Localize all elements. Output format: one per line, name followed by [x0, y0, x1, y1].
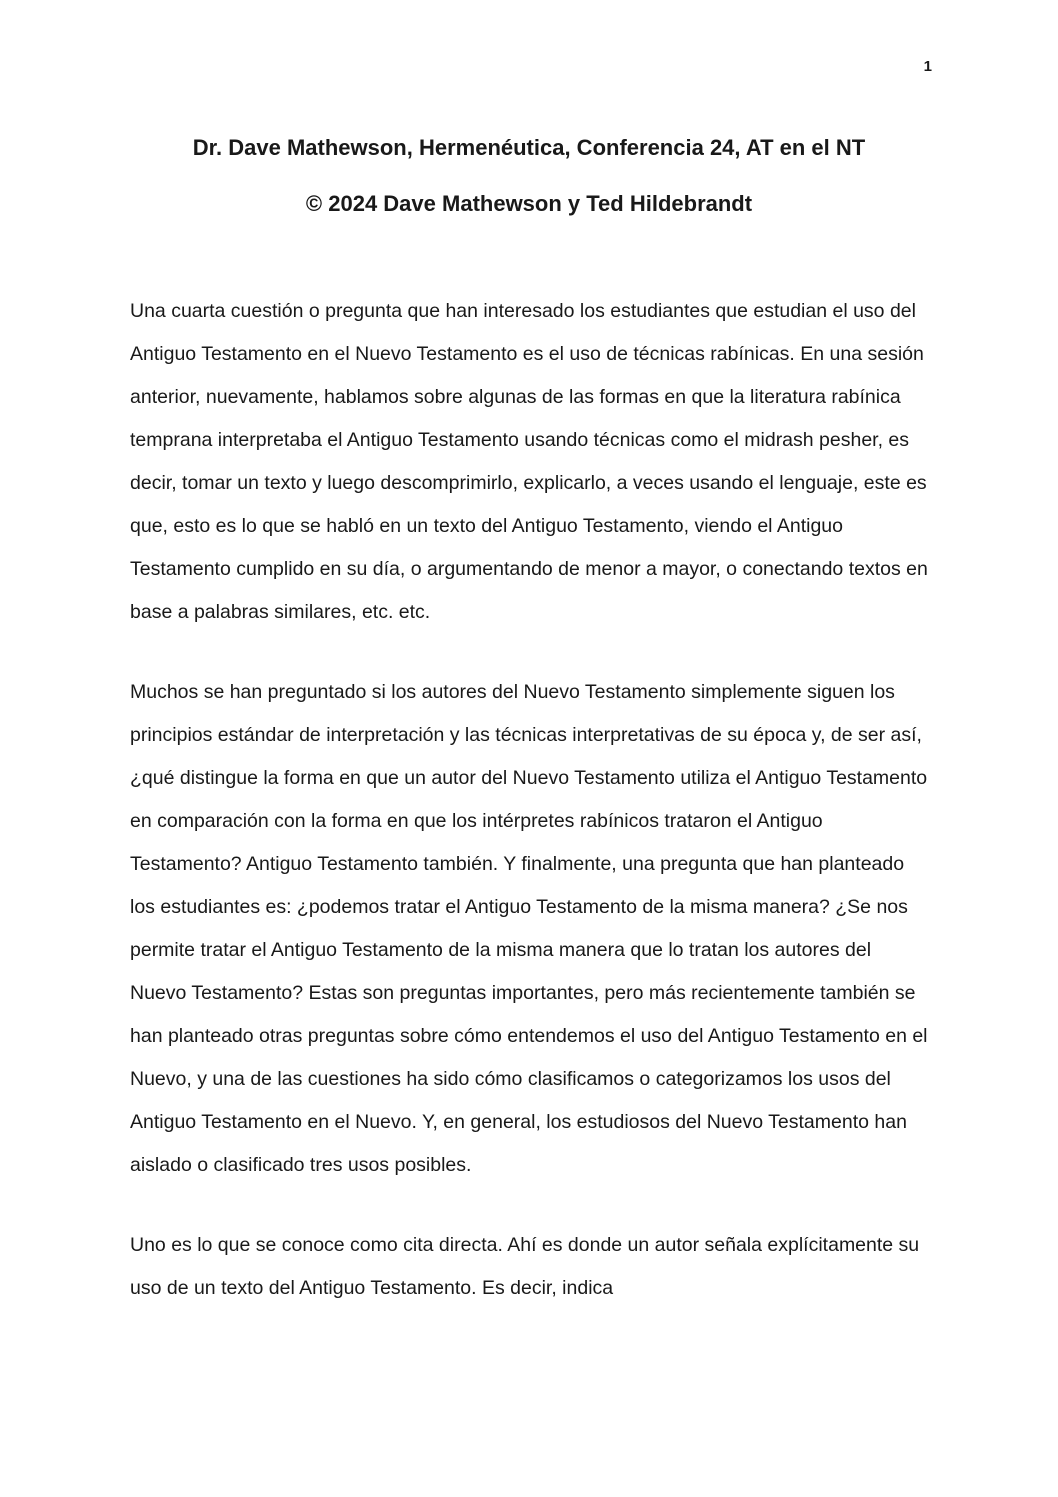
page-number: 1: [923, 58, 932, 75]
paragraph-1: Una cuarta cuestión o pregunta que han interesado los estudiantes que estudian el uso del Antiguo Testamento en el Nuevo Testamento es el uso de técnicas rabínicas. En una sesión anterior, nuevamente, hablamos sobre algunas de las formas en que la literatura rabínica temprana interpretaba el Antiguo Testamento usando técnicas como el midrash pesher, es decir, tomar un texto y luego descomprimirlo, explicarlo, a veces usando el lenguaje, este es que, esto es lo que se habló en un texto del Antiguo Testamento, viendo el Antiguo Testamento cumplido en su día, o argumentando de menor a mayor, o conectando textos en base a palabras similares, etc. etc.: [130, 300, 928, 623]
paragraph-3: Uno es lo que se conoce como cita directa. Ahí es donde un autor señala explícitamente su uso de un texto del Antiguo Testamento. Es decir, indica: [130, 1234, 920, 1299]
document-body: [130, 290, 928, 1310]
document-title: [130, 120, 928, 232]
paragraph-2: Muchos se han preguntado si los autores del Nuevo Testamento simplemente siguen los principios estándar de interpretación y las técnicas interpretativas de su época y, de ser así, ¿qué distingue la forma en que un autor del Nuevo Testamento utiliza el Antiguo Testamento en comparación con la forma en que los intérpretes rabínicos trataron el Antiguo Testamento? Antiguo Testamento también. Y finalmente, una pregunta que han planteado los estudiantes es: ¿podemos tratar el Antiguo Testamento de la misma manera? ¿Se nos permite tratar el Antiguo Testamento de la misma manera que lo tratan los autores del Nuevo Testamento? Estas son preguntas importantes, pero más recientemente también se han planteado otras preguntas sobre cómo entendemos el uso del Antiguo Testamento en el Nuevo, y una de las cuestiones ha sido cómo clasificamos o categorizamos los usos del Antiguo Testamento en el Nuevo. Y, en general, los estudiosos del Nuevo Testamento han aislado o clasificado tres usos posibles.: [130, 681, 928, 1176]
document-title-line1: Dr. Dave Mathewson, Hermenéutica, Conferencia 24, AT en el NT: [192, 135, 866, 160]
document-title-line2: © 2024 Dave Mathewson y Ted Hildebrandt: [305, 191, 753, 216]
